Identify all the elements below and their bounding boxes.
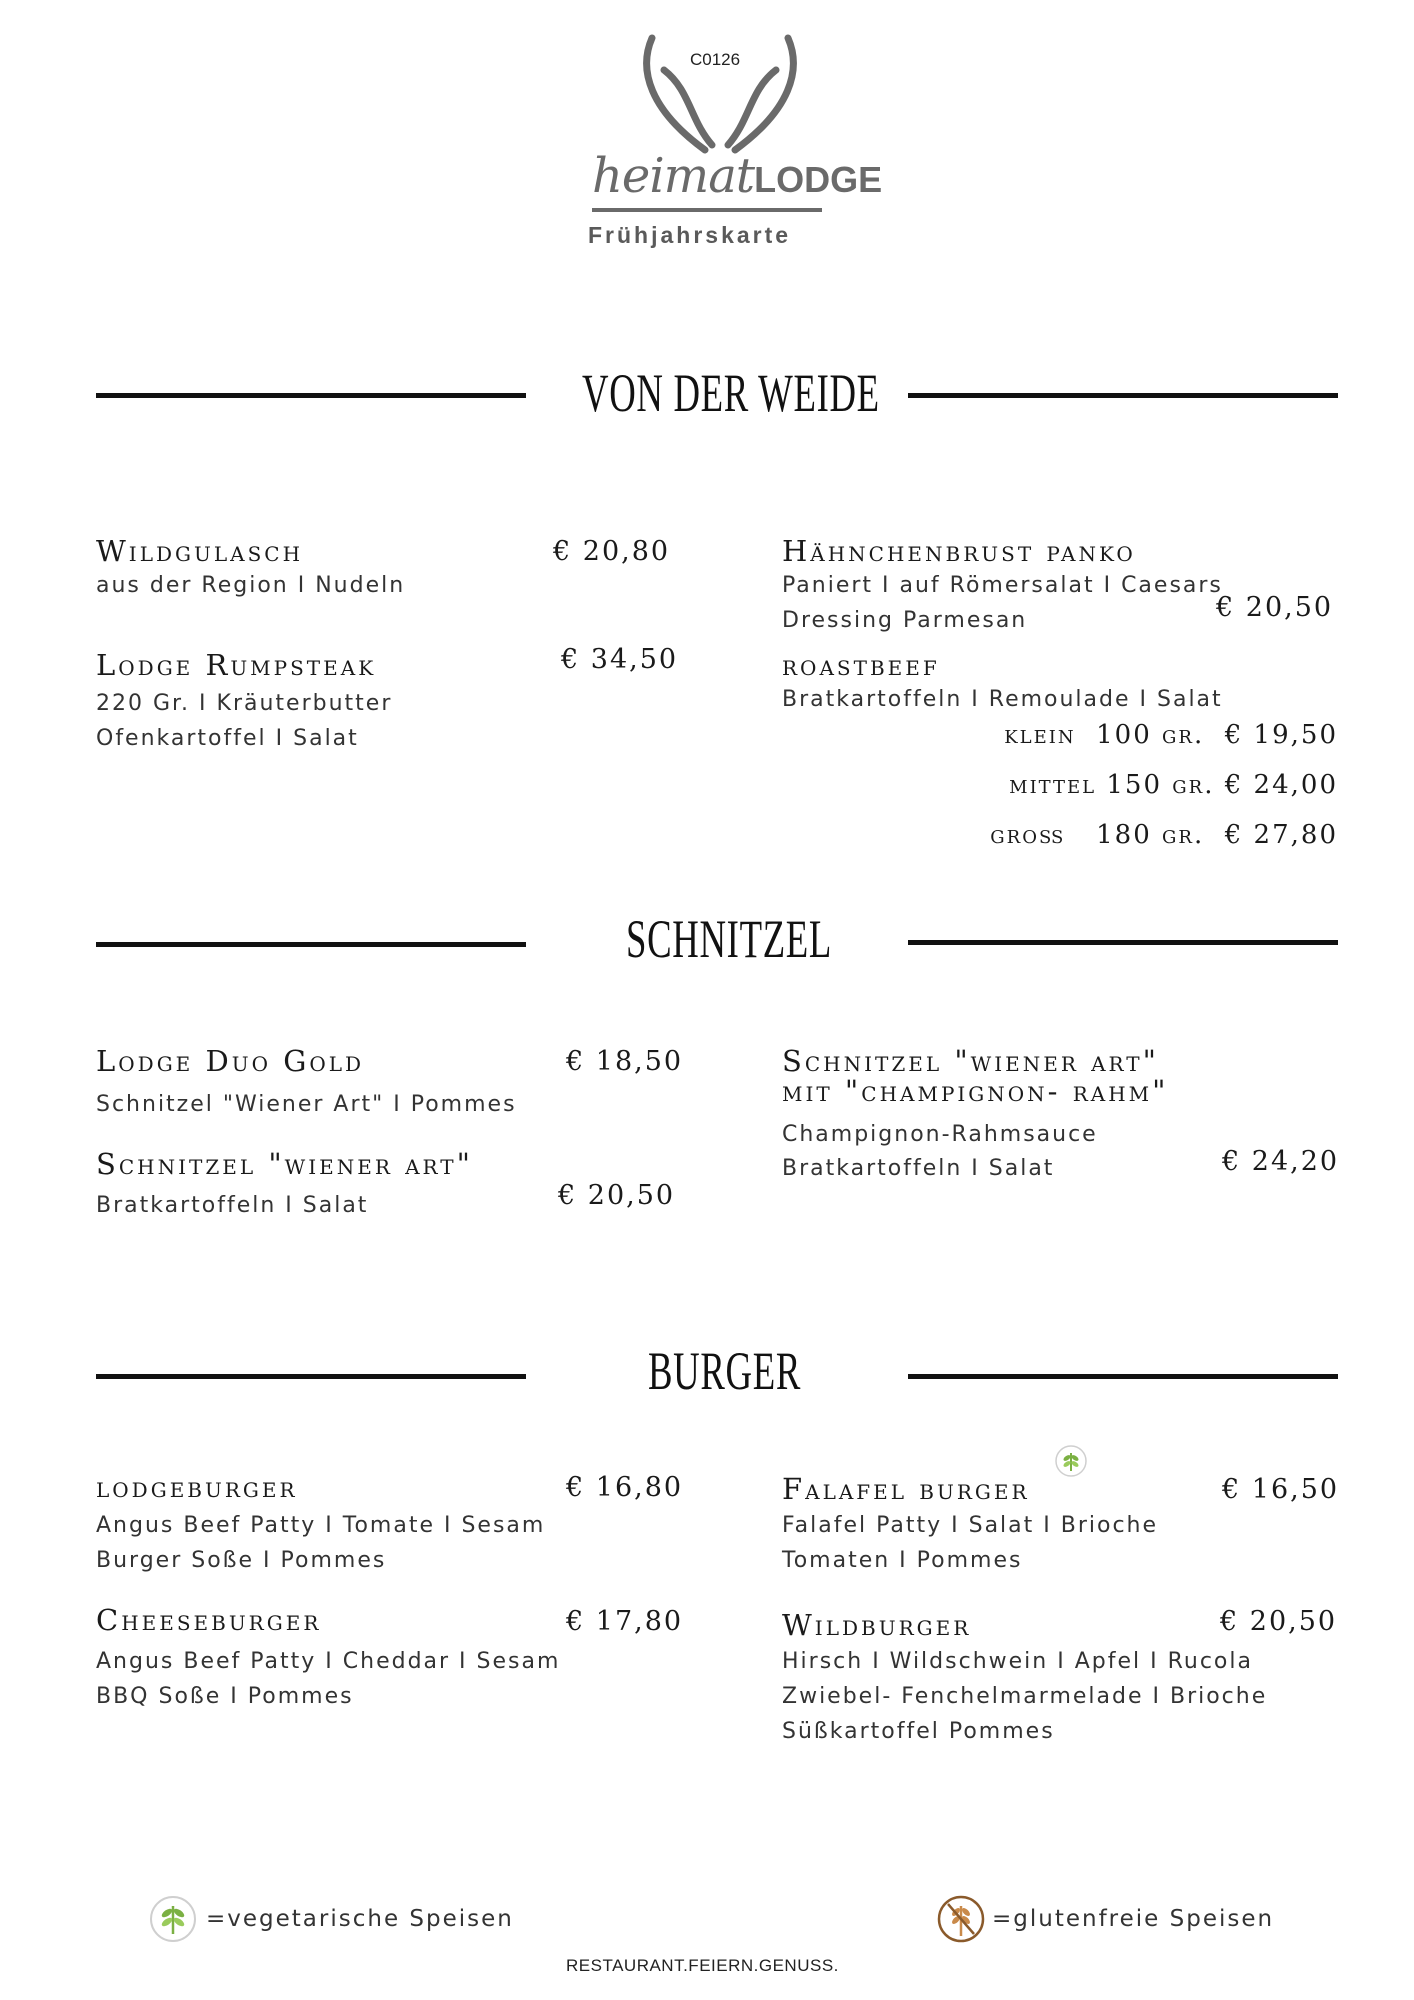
menu-item-desc: Burger Soße I Pommes <box>96 1548 387 1573</box>
gluten-free-wheat-icon <box>936 1894 986 1944</box>
menu-subtitle: Frühjahrskarte <box>588 222 792 248</box>
section-title: BURGER <box>648 1341 802 1401</box>
menu-item-price: € 16,80 <box>566 1472 684 1503</box>
menu-item-name: Hähnchenbrust panko <box>782 534 1136 568</box>
size-label: groß 180 gr. <box>990 820 1205 850</box>
size-price: € 19,50 <box>1224 720 1338 750</box>
menu-item-name: roastbeef <box>782 648 940 682</box>
logo-bold: LODGE <box>754 159 883 200</box>
size-price: € 27,80 <box>1224 820 1338 850</box>
menu-item-name: Lodge Duo Gold <box>96 1044 365 1078</box>
menu-item-desc: Angus Beef Patty I Tomate I Sesam <box>96 1513 546 1538</box>
logo-wordmark <box>592 148 882 204</box>
menu-item-desc: Bratkartoffeln I Salat <box>782 1156 1055 1181</box>
menu-item-name: Wildburger <box>782 1608 972 1642</box>
menu-item-desc: Zwiebel- Fenchelmarmelade I Brioche <box>782 1684 1268 1709</box>
menu-item-name: Falafel burger <box>782 1472 1030 1506</box>
legend-glutenfree: =glutenfreie Speisen <box>992 1906 1275 1932</box>
vegetarian-leaf-icon <box>1054 1444 1088 1478</box>
legend-vegetarian: =vegetarische Speisen <box>206 1906 514 1932</box>
menu-item-desc: Paniert I auf Römersalat I Caesars <box>782 573 1223 598</box>
menu-item-desc: Angus Beef Patty I Cheddar I Sesam <box>96 1649 561 1674</box>
menu-item-desc: Bratkartoffeln I Remoulade I Salat <box>782 687 1223 712</box>
section-rule-right <box>908 393 1338 398</box>
menu-item-desc: Schnitzel "Wiener Art" I Pommes <box>96 1092 517 1117</box>
footer-tagline: RESTAURANT.FEIERN.GENUSS. <box>566 1956 839 1975</box>
menu-item-name: Cheeseburger <box>96 1603 322 1637</box>
vegetarian-leaf-icon <box>148 1894 198 1944</box>
menu-item-price: € 18,50 <box>566 1046 684 1077</box>
menu-item-desc: Süßkartoffel Pommes <box>782 1719 1055 1744</box>
section-title: VON DER WEIDE <box>582 363 880 423</box>
menu-item-name: Lodge Rumpsteak <box>96 648 377 682</box>
section-rule-right <box>908 940 1338 945</box>
menu-item-desc: 220 Gr. I Kräuterbutter <box>96 691 393 716</box>
menu-item-price: € 20,80 <box>553 536 671 567</box>
logo-light: heimat <box>592 148 755 204</box>
menu-item-desc: Tomaten I Pommes <box>782 1548 1023 1573</box>
menu-item-name: Schnitzel "wiener art" <box>96 1147 473 1181</box>
menu-item-desc: aus der Region I Nudeln <box>96 573 406 598</box>
menu-item-price: € 34,50 <box>561 644 679 675</box>
size-price: € 24,00 <box>1224 770 1338 800</box>
menu-item-desc: Bratkartoffeln I Salat <box>96 1193 369 1218</box>
menu-item-name: Wildgulasch <box>96 534 304 568</box>
menu-item-desc: Falafel Patty I Salat I Brioche <box>782 1513 1159 1538</box>
menu-item-desc: BBQ Soße I Pommes <box>96 1684 354 1709</box>
section-rule-left <box>96 393 526 398</box>
size-option <box>1009 770 1338 800</box>
menu-item-name: Schnitzel "wiener art" <box>782 1044 1159 1078</box>
menu-item-desc: Hirsch I Wildschwein I Apfel I Rucola <box>782 1649 1253 1674</box>
size-label: mittel 150 gr. <box>1009 770 1215 800</box>
menu-item-name: mit "champignon- rahm" <box>782 1074 1169 1108</box>
size-option <box>1004 720 1338 750</box>
section-title: SCHNITZEL <box>626 909 833 969</box>
menu-item-price: € 20,50 <box>1220 1606 1338 1637</box>
section-rule-right <box>908 1374 1338 1379</box>
size-option <box>990 820 1338 850</box>
menu-item-price: € 20,50 <box>1216 592 1334 623</box>
menu-item-price: € 20,50 <box>558 1180 676 1211</box>
menu-item-desc: Dressing Parmesan <box>782 608 1028 633</box>
menu-item-desc: Ofenkartoffel I Salat <box>96 726 359 751</box>
logo-underline <box>592 208 822 212</box>
section-rule-left <box>96 942 526 947</box>
menu-item-price: € 16,50 <box>1222 1474 1340 1505</box>
menu-item-desc: Champignon-Rahmsauce <box>782 1122 1098 1147</box>
menu-item-price: € 24,20 <box>1222 1146 1340 1177</box>
size-label: klein 100 gr. <box>1004 720 1205 750</box>
menu-item-price: € 17,80 <box>566 1606 684 1637</box>
menu-item-name: lodgeburger <box>96 1470 298 1504</box>
menu-code: C0126 <box>690 50 741 69</box>
section-rule-left <box>96 1374 526 1379</box>
